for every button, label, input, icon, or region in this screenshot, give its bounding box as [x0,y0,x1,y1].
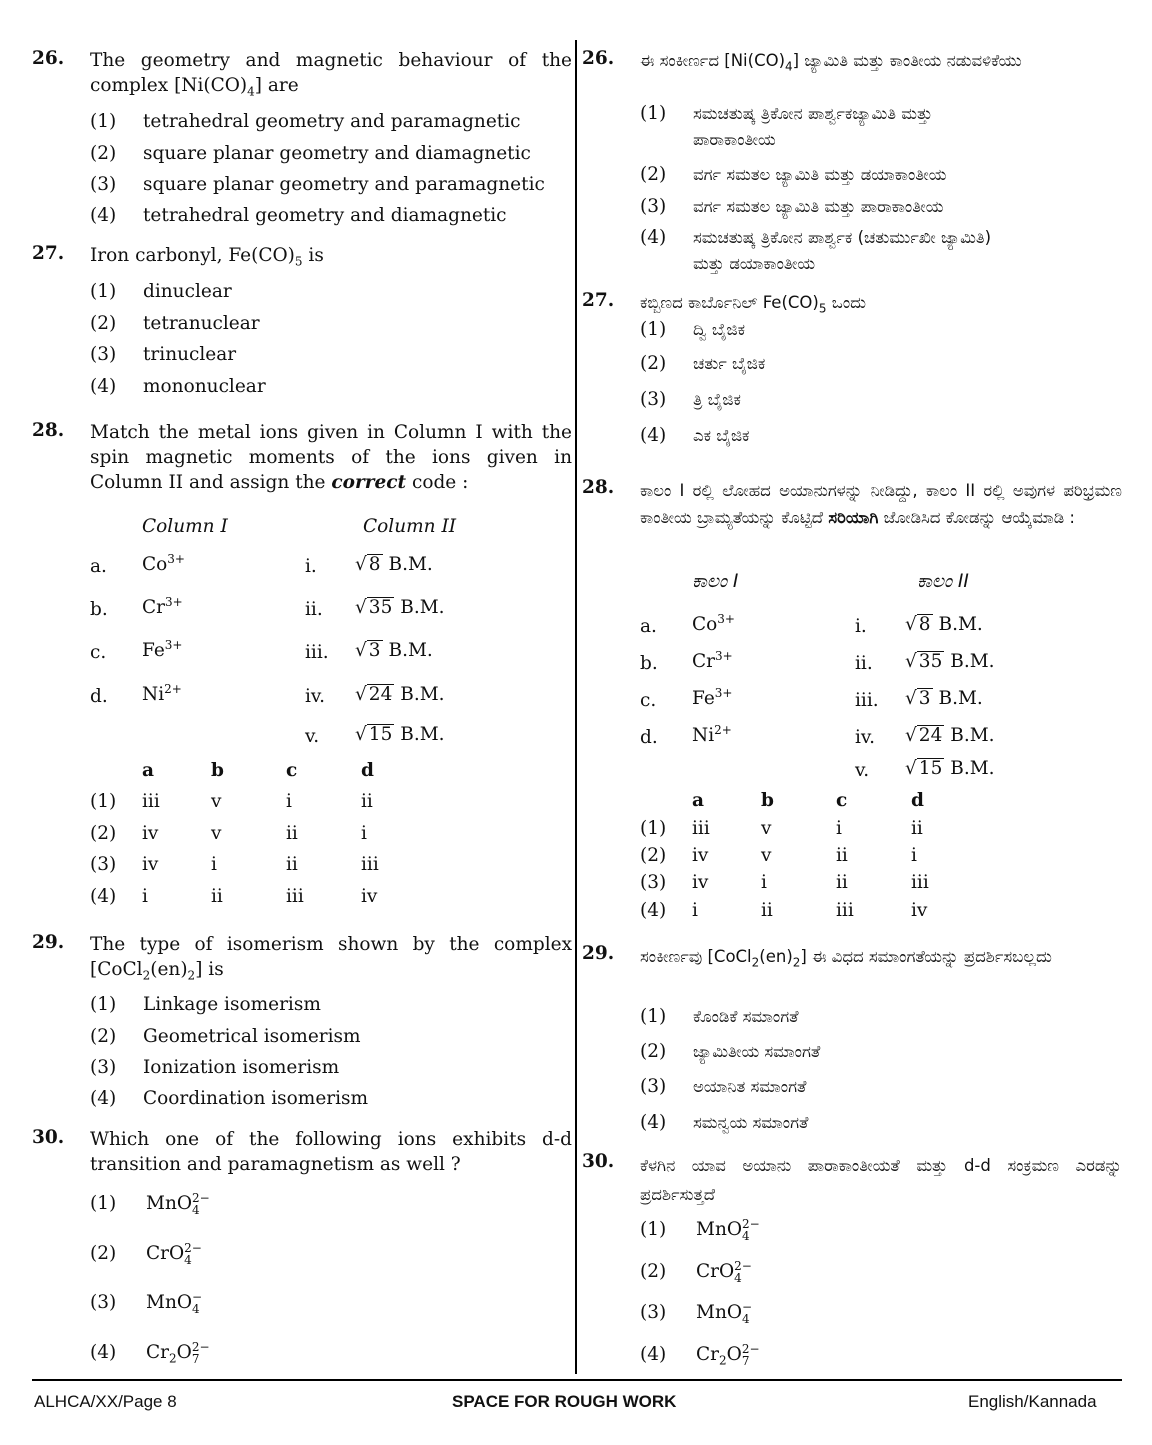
column-divider [575,40,577,1374]
question-text: ಈ ಸಂಕೀರ್ಣದ $[Ni(CO)_4]$ ಜ್ಯಾಮಿತಿ ಮತ್ತು ಕಾಂತೀಯ ನಡುವಳಿಕೆಯು [640,51,1022,74]
question-text: Match the metal ions given in Column I with the spin magnetic moments of the ions given in Column II and assign the correct code : [90,422,572,493]
question-number: 28. [32,420,65,441]
question-number: 30. [32,1127,65,1148]
question-number: 29. [582,943,615,964]
question-text: Iron carbonyl, $Fe(CO)_5$ is [90,245,324,269]
question-number: 27. [32,243,65,264]
question-text: The geometry and magnetic behaviour of the complex $[Ni(CO)_4]$ are [90,50,572,99]
question-text: ಸಂಕೀರ್ಣವು $[CoCl_2(en)_2]$ ಈ ವಿಧದ ಸಮಾಂಗತೆಯನ್ನು ಪ್ರದರ್ಶಿಸಬಲ್ಲದು [640,947,1052,970]
question-text: The type of isomerism shown by the complex $[CoCl_2(en)_2]$ is [90,934,572,983]
question-text: ಕೆಳಗಿನ ಯಾವ ಅಯಾನು ಪಾರಾಕಾಂತೀಯತೆ ಮತ್ತು d-d ಸಂಕ್ರಮಣ ಎರಡನ್ನು ಪ್ರದರ್ಶಿಸುತ್ತದೆ [640,1156,1122,1204]
question-number: 27. [582,290,615,311]
question-number: 30. [582,1151,615,1172]
rough-work-label: SPACE FOR ROUGH WORK [452,1392,677,1411]
question-number: 26. [32,48,65,69]
question-text: ಕಬ್ಬಿಣದ ಕಾರ್ಬೊನಿಲ್ $Fe(CO)_5$ ಒಂದು [640,293,867,316]
page-code: ALHCA/XX/Page 8 [34,1392,177,1411]
footer-rule [32,1379,1122,1381]
question-text: Which one of the following ions exhibits d-d transition and paramagnetism as well ? [90,1129,572,1175]
question-number: 28. [582,477,615,498]
question-number: 29. [32,932,65,953]
question-number: 26. [582,48,615,69]
column-i-header: Column I [142,516,228,537]
column-ii-header: Column II [363,516,457,537]
column-ii-header: ಕಾಲಂ II [917,571,969,592]
question-text: ಕಾಲಂ I ರಲ್ಲಿ ಲೋಹದ ಅಯಾನುಗಳನ್ನು ನೀಡಿದ್ದು, ಕಾಲಂ II ರಲ್ಲಿ ಅವುಗಳ ಪರಿಭ್ರಮಣ ಕಾಂತೀಯ ಬ್ರಾಮ್ಯತೆಯನ್ನು ಕೊಟ್ಟಿದೆ ಸರಿಯಾಗಿ ಜೋಡಿಸಿದ ಕೋಡನ್ನು ಆಯ್ಕೆಮಾಡಿ : [640,481,1122,527]
column-i-header: ಕಾಲಂ I [692,571,739,592]
language-label: English/Kannada [968,1392,1097,1411]
